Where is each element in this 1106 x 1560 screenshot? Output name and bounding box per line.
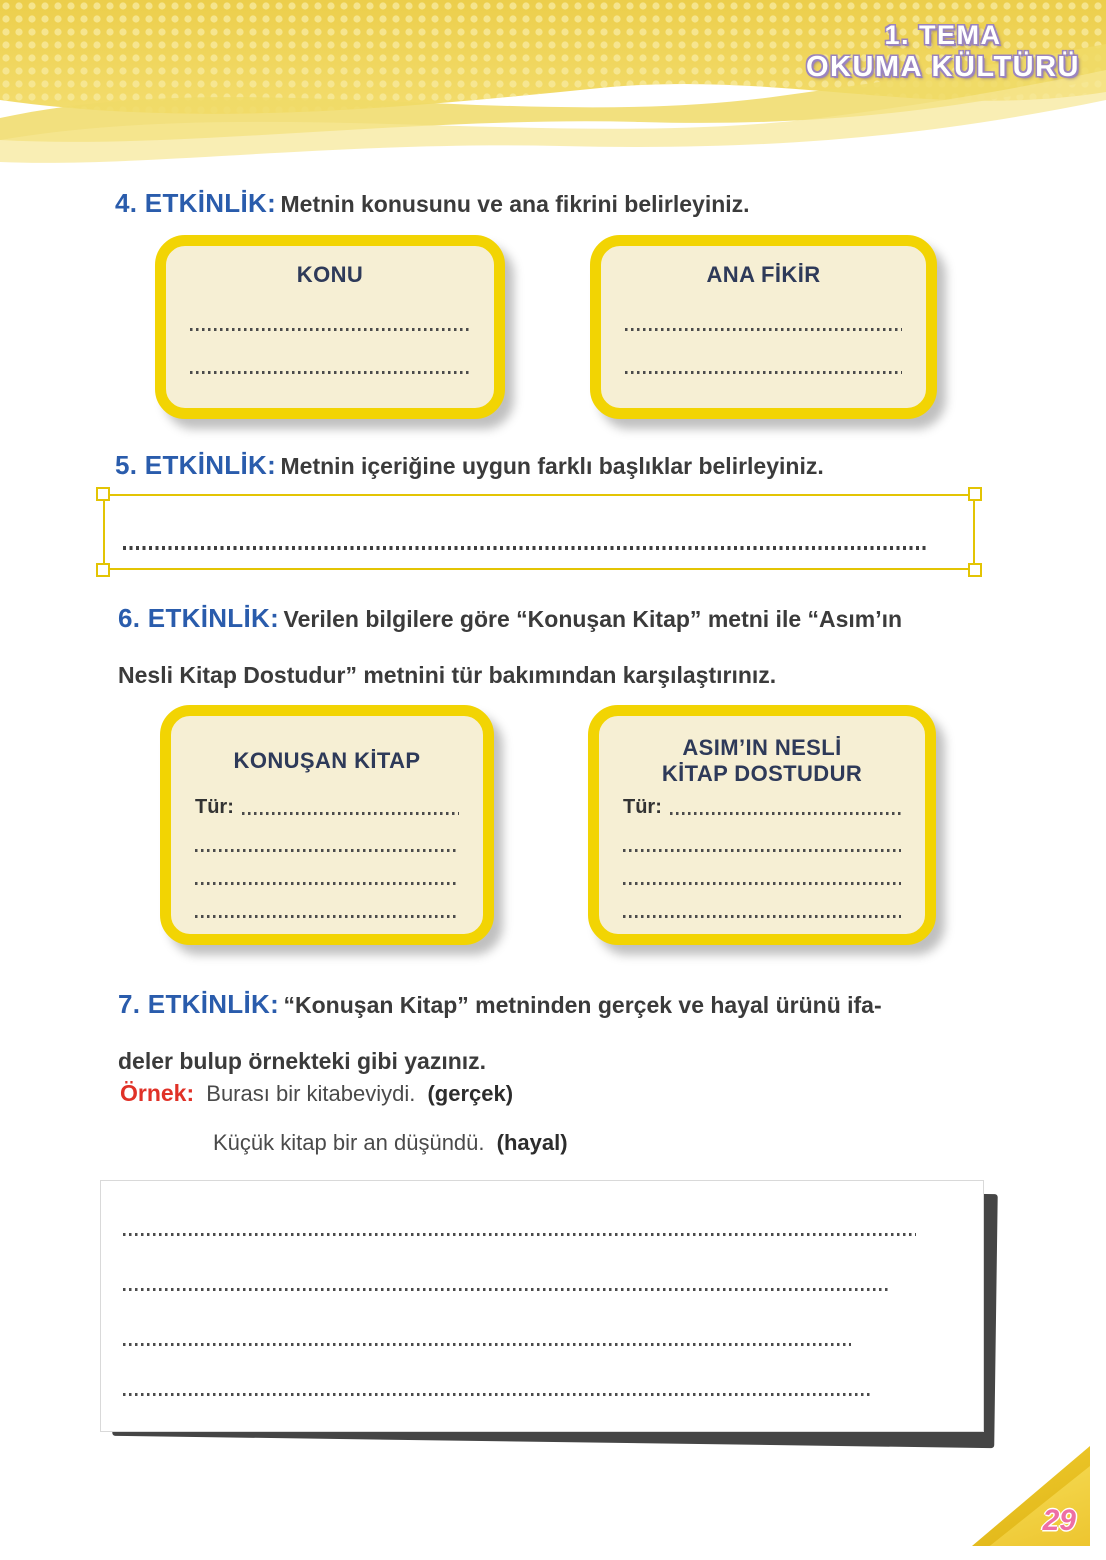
answer-line bbox=[670, 812, 901, 815]
frame-corner-ornament bbox=[968, 563, 982, 577]
activity-4-instruction: Metnin konusunu ve ana fikrini belirleyiniz. bbox=[280, 191, 750, 217]
ana-fikir-box bbox=[590, 235, 937, 419]
activity-7-heading bbox=[118, 978, 998, 1091]
activity-5-instruction: Metnin içeriğine uygun farklı başlıklar belirleyiniz. bbox=[280, 453, 824, 479]
answer-line bbox=[123, 1288, 891, 1291]
answer-paper bbox=[100, 1180, 984, 1432]
answer-line bbox=[123, 1343, 851, 1346]
answer-line bbox=[625, 328, 902, 331]
answer-line bbox=[195, 849, 459, 852]
page-number: 29 bbox=[1042, 1504, 1076, 1537]
page-number-triangle bbox=[972, 1446, 1090, 1546]
frame-corner-ornament bbox=[96, 563, 110, 577]
ana-fikir-box-title: ANA FİKİR bbox=[706, 262, 821, 287]
theme-number: 1. TEMA bbox=[884, 20, 1002, 50]
answer-line bbox=[623, 915, 901, 918]
konu-box-title: KONU bbox=[296, 262, 364, 287]
answer-line bbox=[123, 1233, 916, 1236]
paper-sheet bbox=[100, 1180, 984, 1432]
headline-frame bbox=[103, 494, 975, 570]
answer-line bbox=[123, 546, 928, 550]
answer-line bbox=[623, 849, 901, 852]
activity-6-instruction-line1: Verilen bilgilere göre “Konuşan Kitap” metni ile “Asım’ın bbox=[283, 606, 903, 632]
asimin-nesli-title-line1: ASIM’IN NESLİ bbox=[682, 734, 842, 760]
answer-line bbox=[623, 882, 901, 885]
example-2-tag: (hayal) bbox=[496, 1130, 568, 1155]
asimin-nesli-box bbox=[588, 705, 936, 945]
example-line-2 bbox=[213, 1130, 568, 1156]
activity-4-heading bbox=[115, 188, 750, 219]
example-1-text: Burası bir kitabeviydi. bbox=[206, 1081, 416, 1106]
konusan-kitap-box bbox=[160, 705, 494, 945]
asimin-nesli-title-line2: KİTAP DOSTUDUR bbox=[661, 761, 863, 786]
activity-6-instruction-line2: Nesli Kitap Dostudur” metnini tür bakımından karşılaştırınız. bbox=[118, 662, 777, 688]
activity-7-instruction-line1: “Konuşan Kitap” metninden gerçek ve hayal ürünü ifa- bbox=[283, 992, 882, 1018]
activity-6-label: 6. ETKİNLİK: bbox=[118, 603, 280, 633]
activity-4-label: 4. ETKİNLİK: bbox=[115, 188, 277, 218]
konu-box bbox=[155, 235, 505, 419]
theme-name: OKUMA KÜLTÜRÜ bbox=[805, 51, 1080, 84]
answer-line bbox=[190, 328, 470, 331]
konusan-kitap-title: KONUŞAN KİTAP bbox=[233, 747, 421, 773]
activity-6-heading bbox=[118, 592, 998, 705]
theme-title bbox=[806, 20, 1080, 84]
activity-5-label: 5. ETKİNLİK: bbox=[115, 450, 277, 480]
tur-label: Tür: bbox=[195, 796, 234, 818]
frame-corner-ornament bbox=[96, 487, 110, 501]
answer-line bbox=[195, 882, 459, 885]
example-1-tag: (gerçek) bbox=[427, 1081, 514, 1106]
activity-7-instruction-line2: deler bulup örnekteki gibi yazınız. bbox=[118, 1048, 487, 1074]
example-2-text: Küçük kitap bir an düşündü. bbox=[213, 1130, 485, 1155]
example-line-1 bbox=[120, 1080, 513, 1107]
example-label: Örnek: bbox=[120, 1080, 195, 1106]
activity-7-label: 7. ETKİNLİK: bbox=[118, 989, 280, 1019]
tur-label: Tür: bbox=[623, 796, 662, 818]
answer-line bbox=[625, 371, 902, 374]
answer-line bbox=[195, 915, 459, 918]
page-header bbox=[0, 0, 1106, 185]
activity-5-heading bbox=[115, 450, 824, 481]
answer-line bbox=[123, 1393, 871, 1396]
answer-line bbox=[242, 812, 459, 815]
answer-line bbox=[190, 371, 470, 374]
frame-corner-ornament bbox=[968, 487, 982, 501]
